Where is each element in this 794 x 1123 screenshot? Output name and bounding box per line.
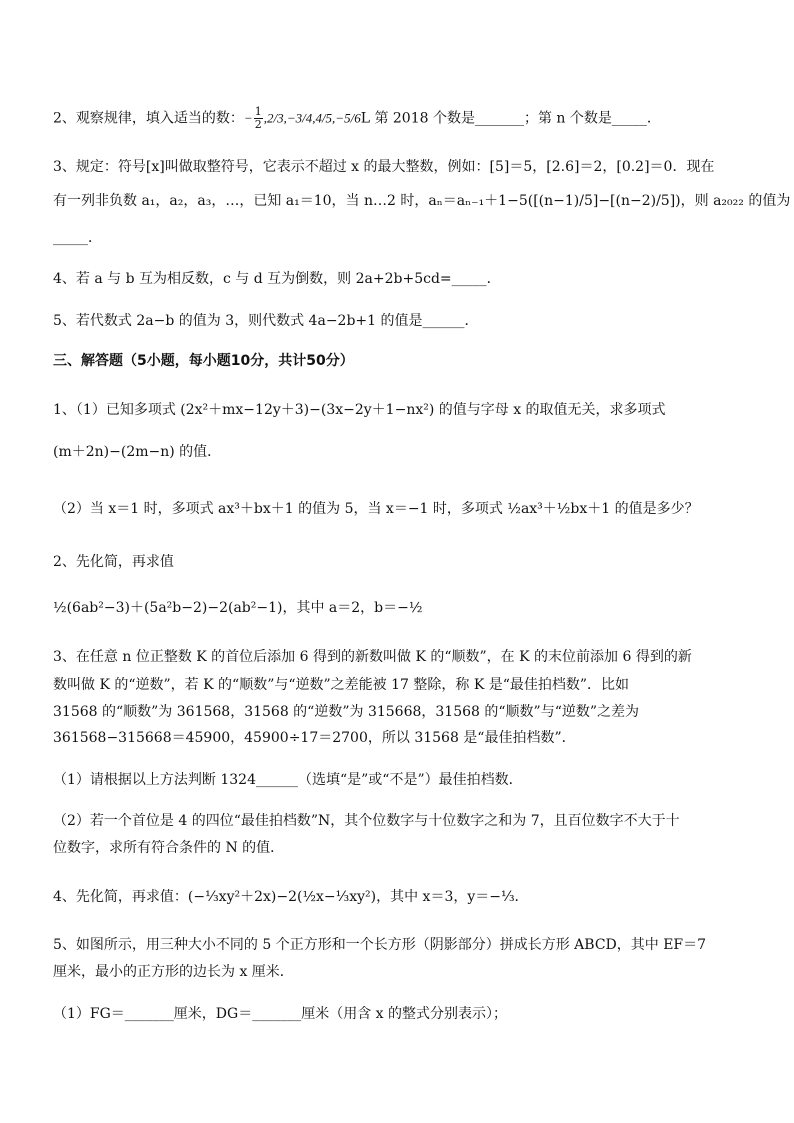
fill-question-3-line-1: 3、规定：符号[x]叫做取整符号，它表示不超过 x 的最大整数，例如：[5]＝5，[2.6]＝2，[0.2]＝0．现在 bbox=[53, 159, 715, 175]
fill-question-4: 4、若 a 与 b 互为相反数，c 与 d 互为倒数，则 2a+2b+5cd=_____． bbox=[53, 271, 501, 287]
fill-question-3-line-2: 有一列非负数 a₁，a₂，a₃，…，已知 a₁＝10，当 n…2 时，aₙ＝aₙ₋₁＋1−5([(n−1)/5]−[(n−2)/5])，则 a₂₀₂₂ 的值为 bbox=[53, 193, 791, 209]
section-3-title: 三、解答题（5小题，每小题10分，共计50分） bbox=[53, 353, 354, 369]
solve-question-2-line-2: ½(6ab²−3)＋(5a²b−2)−2(ab²−1)，其中 a＝2，b＝−½ bbox=[53, 600, 423, 616]
solve-question-5-line-1: 5、如图所示，用三种大小不同的 5 个正方形和一个长方形（阴影部分）拼成长方形 ABCD，其中 EF＝7 bbox=[53, 937, 707, 953]
q2-prefix: 2、观察规律，填入适当的数： bbox=[53, 110, 244, 127]
solve-question-3-part-1: （1）请根据以上方法判断 1324______（选填“是”或“不是”）最佳拍档数． bbox=[53, 772, 523, 788]
solve-question-4: 4、先化简，再求值：(−⅓xy²＋2x)−2(½x−⅓xy²)，其中 x＝3，y＝−⅓． bbox=[53, 889, 529, 905]
solve-question-1-line-1: 1、（1）已知多项式 (2x²＋mx−12y＋3)−(3x−2y＋1−nx²) 的值与字母 x 的取值无关，求多项式 bbox=[53, 402, 666, 418]
solve-question-2-line-1: 2、先化简，再求值 bbox=[53, 554, 174, 570]
solve-question-1-part-2: （2）当 x＝1 时，多项式 ax³＋bx＋1 的值为 5，当 x＝−1 时，多项式 ½ax³＋½bx＋1 的值是多少？ bbox=[53, 501, 699, 517]
q2-sequence: ,2/3,−3/4,4/5,−5/6 bbox=[263, 110, 361, 126]
solve-question-5-line-2: 厘米，最小的正方形的边长为 x 厘米． bbox=[53, 964, 294, 980]
solve-question-3-part-2-line-1: （2）若一个首位是 4 的四位“最佳拍档数”N，其个位数字与十位数字之和为 7，且百位数字不大于十 bbox=[53, 813, 680, 829]
fill-question-2 bbox=[53, 106, 753, 131]
q2-suffix: 第 2018 个数是_______；第 n 个数是_____． bbox=[370, 110, 661, 127]
solve-question-5-part-1: （1）FG＝_______厘米，DG＝_______厘米（用含 x 的整式分别表示）； bbox=[53, 1006, 508, 1022]
solve-question-3-line-4: 361568−315668＝45900，45900÷17＝2700，所以 31568 是“最佳拍档数”． bbox=[53, 730, 576, 746]
solve-question-3-line-3: 31568 的“顺数”为 361568，31568 的“逆数”为 315668，31568 的“顺数”与“逆数”之差为 bbox=[53, 704, 640, 720]
solve-question-3-line-1: 3、在任意 n 位正整数 K 的首位后添加 6 得到的新数叫做 K 的“顺数”，在 K 的末位前添加 6 得到的新 bbox=[53, 649, 692, 665]
q2-sign: − bbox=[243, 110, 253, 126]
solve-question-1-line-2: (m＋2n)−(2m−n) 的值． bbox=[53, 444, 222, 460]
q2-ellipsis: L bbox=[360, 110, 370, 127]
fill-question-5: 5、若代数式 2a−b 的值为 3，则代数式 4a−2b+1 的值是______． bbox=[53, 313, 479, 329]
q2-first-fraction: $\frac{1}{2}$ bbox=[254, 105, 262, 131]
fill-question-3-line-3: _____． bbox=[53, 230, 102, 246]
solve-question-3-line-2: 数叫做 K 的“逆数”，若 K 的“顺数”与“逆数”之差能被 17 整除，称 K 是“最佳拍档数”．比如 bbox=[53, 677, 630, 693]
solve-question-3-part-2-line-2: 位数字，求所有符合条件的 N 的值． bbox=[53, 840, 285, 856]
